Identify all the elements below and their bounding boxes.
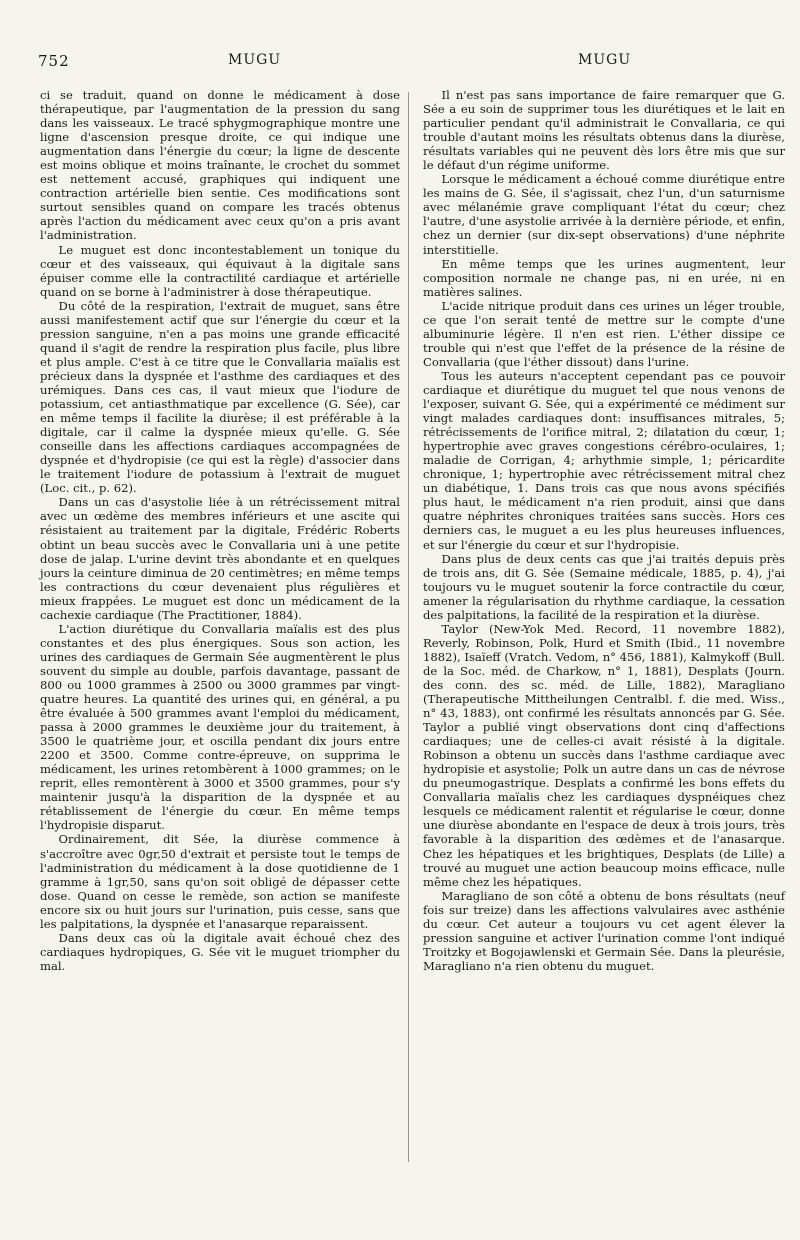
- column-divider: [408, 92, 409, 1162]
- paragraph: L'acide nitrique produit dans ces urines un léger trouble, ce que l'on serait tenté de mettre sur le compte d'une albuminurie légère. Il n'en est rien. L'éther dissipe ce trouble qui n'est que l'effet de la présence de la résine de Convallaria (que l'éther dissout) dans l'urine.: [423, 298, 785, 369]
- right-column: [423, 88, 785, 973]
- page-header: [0, 52, 800, 82]
- left-column: [40, 88, 400, 973]
- running-title-right: MUGU: [578, 52, 632, 68]
- paragraph: Du côté de la respiration, l'extrait de muguet, sans être aussi manifestement actif que sur l'énergie du cœur et la pression sanguine, n'en a pas moins une grande efficacité quand il s'agit de rendre la respiration plus facile, plus libre et plus ample. C'est à ce titre que le Convallaria maïalis est précieux dans la dyspnée et l'asthme des cardiaques et des urémiques. Dans ces cas, il vaut mieux que l'iodure de potassium, cet antiasthmatique par excellence (G. Sée), car en même temps il facilite la diurèse; il est préférable à la digitale, car il calme la dyspnée mieux qu'elle. G. Sée conseille dans les affections cardiaques accompagnées de dyspnée et d'hydropisie (ce qui est la règle) d'associer dans le traitement l'iodure de potassium à l'extrait de muguet (Loc. cit., p. 62).: [40, 298, 400, 496]
- running-title-left: MUGU: [228, 52, 282, 68]
- paragraph: Tous les auteurs n'acceptent cependant pas ce pouvoir cardiaque et diurétique du muguet tel que nous venons de l'exposer, suivant G. Sée, qui a expérimenté ce médiment sur vingt malades cardiaques dont: insuffisances mitrales, 5; rétrécissements de l'orifice mitral, 2; dilatation du cœur, 1; hypertrophie avec graves congestions cérébro-oculaires, 1; maladie de Corrigan, 4; arhythmie simple, 1; péricardite chronique, 1; hypertrophie avec rétrécissement mitral chez un diabétique, 1. Dans trois cas que nous avons spécifiés plus haut, le médicament n'a rien produit, ainsi que dans quatre néphrites chroniques traitées sans succès. Hors ces derniers cas, le muguet a eu les plus heureuses influences, et sur l'énergie du cœur et sur l'hydropisie.: [423, 368, 785, 552]
- paragraph: Il n'est pas sans importance de faire remarquer que G. Sée a eu soin de supprimer tous les diurétiques et le lait en particulier pendant qu'il administrait le Convallaria, ce qui trouble d'autant moins les résultats obtenus dans la diurèse, résultats variables qui ne peuvent dès lors être mis que sur le défaut d'un régime uniforme.: [423, 88, 785, 173]
- paragraph: Dans un cas d'asystolie liée à un rétrécissement mitral avec un œdème des membres inférieurs et une ascite qui résistaient au traitement par la digitale, Frédéric Roberts obtint un beau succès avec le Convallaria uni à une petite dose de jalap. L'urine devint très abondante et en quelques jours la ceinture diminua de 20 centimètres; en même temps les contractions du cœur devenaient plus régulières et mieux frappées. Le muguet est donc un médicament de la cachexie cardiaque (The Practitioner, 1884).: [40, 495, 400, 622]
- paragraph: Le muguet est donc incontestablement un tonique du cœur et des vaisseaux, qui équivaut à la digitale sans épuiser comme elle la contractilité cardiaque et artérielle quand on se borne à l'administrer à dose thérapeutique.: [40, 242, 400, 299]
- page-number: 752: [38, 52, 70, 70]
- paragraph: Lorsque le médicament a échoué comme diurétique entre les mains de G. Sée, il s'agissait, chez l'un, d'un saturnisme avec mélanémie grave compliquant l'état du cœur; chez l'autre, d'une asystolie arrivée à la dernière période, et enfin, chez un dernier (sur dix-sept observations) d'une néphrite interstitielle.: [423, 172, 785, 257]
- paragraph: Dans deux cas où la digitale avait échoué chez des cardiaques hydropiques, G. Sée vit le muguet triompher du mal.: [40, 930, 400, 973]
- paragraph: Dans plus de deux cents cas que j'ai traités depuis près de trois ans, dit G. Sée (Semaine médicale, 1885, p. 4), j'ai toujours vu le muguet soutenir la force contractile du cœur, amener la régularisation du rhythme cardiaque, la cessation des palpitations, la facilité de la respiration et la diurèse.: [423, 551, 785, 622]
- paragraph: L'action diurétique du Convallaria maïalis est des plus constantes et des plus énergiques. Sous son action, les urines des cardiaques de Germain Sée augmentèrent le plus souvent du simple au double, parfois davantage, passant de 800 ou 1000 grammes à 2500 ou 3000 grammes par vingt-quatre heures. La quantité des urines qui, en général, a pu être évaluée à 500 grammes avant l'emploi du médicament, passa à 2000 grammes le deuxième jour du traitement, à 3500 le quatrième jour, et oscilla pendant dix jours entre 2200 et 3500. Comme contre-épreuve, on supprima le médicament, les urines retombèrent à 1000 grammes; on le reprit, elles remontèrent à 3000 et 3500 grammes, pour s'y maintenir jusqu'à la disparition de la dyspnée et au rétablissement de l'énergie du cœur. En même temps l'hydropisie disparut.: [40, 621, 400, 833]
- paragraph: Taylor (New-Yok Med. Record, 11 novembre 1882), Reverly, Robinson, Polk, Hurd et Smith (Ibid., 11 novembre 1882), Isaïeff (Vratch. Vedom, n° 456, 1881), Kalmykoff (Bull. de la Soc. méd. de Charkow, n° 1, 1881), Desplats (Journ. des conn. des sc. méd. de Lille, 1882), Maragliano (Therapeutische Mittheilungen Centralbl. f. die med. Wiss., n° 43, 1883), ont confirmé les résultats annoncés par G. Sée. Taylor a publié vingt observations dont cinq d'affections cardiaques; une de celles-ci avait résisté à la digitale. Robinson a obtenu un succès dans l'asthme cardiaque avec hydropisie et asystolie; Polk un autre dans un cas de névrose du pneumogastrique. Desplats a confirmé les bons effets du Convallaria maïalis chez les cardiaques dyspnéiques chez lesquels ce médicament ralentit et régularise le cœur, donne une diurèse abondante en l'espace de deux à trois jours, très favorable à la disparition des œdèmes et de l'anasarque. Chez les hépatiques et les brightiques, Desplats (de Lille) a trouvé au muguet une action beaucoup moins efficace, nulle même chez les hépatiques.: [423, 621, 785, 889]
- paragraph: ci se traduit, quand on donne le médicament à dose thérapeutique, par l'augmentation de la pression du sang dans les vaisseaux. Le tracé sphygmographique montre une ligne d'ascension presque droite, ce qui indique une augmentation dans l'énergie du cœur; la ligne de descente est moins oblique et moins traînante, le crochet du sommet est nettement accusé, graphiques qui indiquent une contraction artérielle bien sentie. Ces modifications sont surtout sensibles quand on compare les tracés obtenus après l'action du médicament avec ceux qu'on a pris avant l'administration.: [40, 88, 400, 243]
- paragraph: En même temps que les urines augmentent, leur composition normale ne change pas, ni en urée, ni en matières salines.: [423, 256, 785, 299]
- paragraph: Ordinairement, dit Sée, la diurèse commence à s'accroître avec 0gr,50 d'extrait et persiste tout le temps de l'administration du médicament à la dose quotidienne de 1 gramme à 1gr,50, sans qu'on soit obligé de dépasser cette dose. Quand on cesse le remède, son action se manifeste encore six ou huit jours sur l'urination, puis cesse, sans que les palpitations, la dyspnée et l'anasarque reparaissent.: [40, 832, 400, 931]
- paragraph: Maragliano de son côté a obtenu de bons résultats (neuf fois sur treize) dans les affections valvulaires avec asthénie du cœur. Cet auteur a toujours vu cet agent élever la pression sanguine et activer l'urination comme l'ont indiqué Troitzky et Bogojawlenski et Germain Sée. Dans la pleurésie, Maragliano n'a rien obtenu du muguet.: [423, 888, 785, 973]
